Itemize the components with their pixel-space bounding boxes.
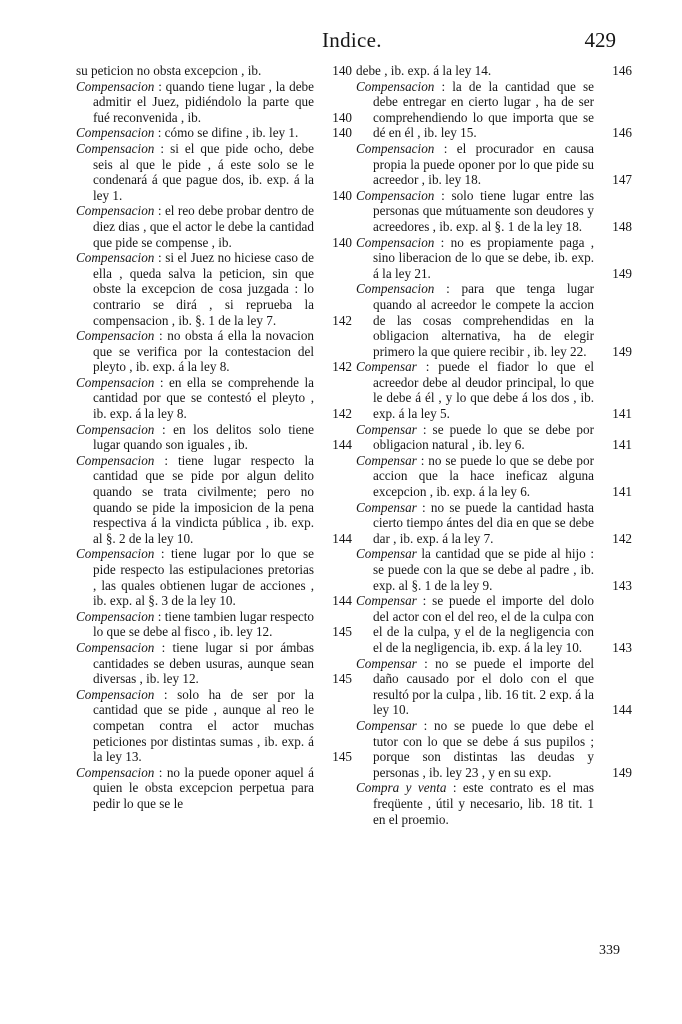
entry-page-ref: 145 [332,624,352,640]
entry-page-ref: 142 [332,406,352,422]
entry-page-ref: 143 [612,639,632,655]
entry-term: Compensacion [356,234,435,250]
entry-term: Compensacion [76,764,155,780]
index-entry [76,125,352,141]
entry-page-ref: 144 [332,593,352,609]
index-entry [356,281,632,359]
entry-page-ref: 145 [332,671,352,687]
right-column [356,63,632,827]
entry-term: Compensacion [76,639,155,655]
page-number: 429 [584,28,616,52]
entry-text: la cantidad que se pide al hijo : se puede con la que se debe al padre , ib. exp. al §. 1 de la ley 9. [373,546,594,593]
page-title: Indice. [322,28,382,52]
entry-page-ref: 142 [332,312,352,328]
entry-text: : cómo se difine , ib. ley 1. [157,125,299,141]
entry-text: : no se puede lo que debe el tutor con lo que se debe á sus pupilos ; porque son distintas las deudas y personas , ib. ley 23 , y en su exp. [373,717,595,780]
entry-term: Compensar [356,452,417,468]
entry-term: Compensacion [356,281,435,297]
entry-page-ref: 140 [332,125,352,141]
entry-term: Compensacion [76,328,155,344]
entry-term: Compensacion [356,78,435,94]
entry-text: : se puede lo que se debe por obligacion natural , ib. ley 6. [373,421,594,453]
entry-text: : en los delitos solo tiene lugar quando son iguales , ib. [93,421,315,453]
entry-term: Compensacion [76,452,155,468]
entry-term: Compensar [356,499,417,515]
index-entry [356,718,632,780]
index-entry [356,593,632,655]
entry-term: Compensacion [76,546,155,562]
entry-page-ref: 147 [612,172,632,188]
entry-page-ref: 141 [612,484,632,500]
index-entry [356,188,632,235]
index-entry [76,640,352,687]
entry-text: debe , ib. exp. á la ley 14. [356,63,492,78]
page-header [0,28,682,58]
left-column [76,63,352,812]
index-entry [76,250,352,328]
entry-text: : tiene lugar respecto la cantidad que se pide por algun delito quando se trata civilmente; pero no quando se pide la imposicion de la pena respectiva á la vindicta pública , ib. exp. al §. 2 de la ley 10. [93,452,314,546]
entry-text: : solo tiene lugar entre las personas que mútuamente son deudores y acreedores , ib. exp. al §. 1 de la ley 18. [373,187,594,234]
entry-page-ref: 146 [612,125,632,141]
index-entry [76,203,352,250]
index-entry [356,79,632,141]
entry-term: Compensacion [76,374,155,390]
entry-text: : tiene lugar si por ámbas cantidades se deben usuras, aunque sean diversas , ib. ley 12. [93,639,315,687]
entry-page-ref: 140 [332,234,352,250]
entry-page-ref: 142 [612,530,632,546]
entry-page-ref: 140 [332,187,352,203]
entry-text: : no es propiamente paga , sino liberacion de lo que se debe, ib. exp. á la ley 21. [373,234,594,281]
entry-term: Compensar [356,593,417,609]
entry-page-ref: 144 [332,530,352,546]
entry-text: : no obsta á ella la novacion que se verifica por la contestacion del pleyto , ib. exp. á la ley 8. [93,328,315,375]
entry-page-ref: 142 [332,359,352,375]
index-entry [76,687,352,765]
index-entry [356,235,632,282]
entry-text: : en ella se comprehende la cantidad por que se contestó el pleyto , ib. exp. á la ley 8. [93,374,315,422]
entry-text: : el reo debe probar dentro de diez dias , que el actor le debe la cantidad que pide se compense , ib. [93,203,315,250]
index-entry [356,63,632,79]
signature-mark: 339 [599,943,620,958]
index-entry [356,500,632,547]
index-entry [356,546,632,593]
entry-page-ref: 145 [332,749,352,765]
index-entry [356,422,632,453]
entry-page-ref: 140 [332,109,352,125]
entry-text: su peticion no obsta excepcion , ib. [76,63,262,78]
entry-term: Compensar [356,421,417,437]
index-entry [356,141,632,188]
index-entry [356,780,632,827]
entry-page-ref: 140 [332,63,352,78]
entry-page-ref: 141 [612,437,632,453]
entry-term: Compensacion [76,78,155,94]
entry-text: : tiene tambien lugar respecto lo que se debe al fisco , ib. ley 12. [93,608,314,640]
entry-text: : si el que pide ocho, debe seis al que le pide , á este solo se le condenará á que pague dos, ib. exp. á la ley 1. [93,140,314,203]
entry-text: : la de la cantidad que se debe entregar en cierto lugar , ha de ser comprehendiendo lo que importa que se dé en él , ib. ley 15. [373,78,594,141]
entry-text: : se puede el importe del dolo del actor con el del reo, el de la culpa con el de la culpa, y el de la negligencia con el de la negligencia, ib. exp. á la ley 10. [373,593,595,655]
entry-text: : si el Juez no hiciese caso de ella , queda salva la peticion, sin que obste la excepcion de cosa juzgada : lo contrario se dirá , si reprueba la compensacion , ib. §. 1 de la ley 7. [93,250,315,328]
index-entry [356,359,632,421]
entry-page-ref: 144 [332,437,352,453]
entry-term: Compensar [356,359,417,375]
entry-term: Compensar [356,655,417,671]
entry-term: Compensacion [76,686,155,702]
entry-term: Compensar [356,717,417,733]
index-entry [76,141,352,203]
entry-term: Compensacion [76,421,155,437]
index-entry [76,453,352,547]
entry-term: Compra y venta [356,780,447,796]
entry-page-ref: 141 [612,406,632,422]
index-entry [356,656,632,718]
entry-term: Compensacion [356,187,435,203]
entry-text: : no se puede lo que se debe por accion que la hace ineficaz alguna excepcion , ib. exp. á la ley 6. [373,452,594,500]
entry-term: Compensacion [356,140,435,156]
index-entry [76,375,352,422]
entry-text: : este contrato es el mas freqüente , útil y necesario, lib. 18 tit. 1 en el proemio. [373,780,594,827]
entry-text: : no la puede oponer aquel á quien le obsta excepcion perpetua para pedir lo que se le [93,764,314,811]
entry-term: Compensacion [76,140,155,156]
entry-text: : no se puede el importe del daño causado por el dolo con el que resultó por la culpa , lib. 16 tit. 2 exp. á la ley 10. [373,655,594,718]
entry-text: : solo ha de ser por la cantidad que se pide , aunque al reo le competan contra el actor muchas peticiones por distintas sumas , ib. exp. á la ley 13. [93,686,315,765]
entry-text: : no se puede la cantidad hasta cierto tiempo ántes del dia en que se debe dar , ib. exp. á la ley 7. [373,499,595,546]
entry-text: : quando tiene lugar , la debe admitir el Juez, pidiéndolo la parte que fué reconvenida , ib. [93,78,314,125]
index-entry [76,79,352,126]
index-entry [76,546,352,608]
index-entry [76,328,352,375]
entry-text: : puede el fiador lo que el acreedor debe al deudor principal, lo que le debe á él , y lo que debe á los dos , ib. exp. á la ley 5. [373,359,594,422]
entry-text: : el procurador en causa propia la puede oponer por lo que pide su acreedor , ib. ley 18. [373,140,595,188]
index-entry [76,63,352,79]
entry-page-ref: 149 [612,764,632,780]
entry-page-ref: 144 [612,702,632,718]
index-entry [356,453,632,500]
entry-page-ref: 148 [612,218,632,234]
index-entry [76,765,352,812]
entry-page-ref: 149 [612,265,632,281]
entry-term: Compensacion [76,250,155,266]
entry-term: Compensacion [76,203,155,219]
entry-term: Compensar [356,546,417,562]
index-entry [76,609,352,640]
entry-page-ref: 149 [612,343,632,359]
entry-term: Compensacion [76,608,155,624]
entry-text: : tiene lugar por lo que se pide respecto las estipulaciones pretorias , las quales obtienen lugar de acciones , ib. exp. al §. 3 de la ley 10. [93,546,314,609]
entry-text: : para que tenga lugar quando al acreedor le compete la accion de las cosas comprehendidas en la obligacion alternativa, ha de elegir primero la que quiere recibir , ib. ley 22. [373,281,594,359]
index-entry [76,422,352,453]
entry-page-ref: 146 [612,63,632,78]
entry-page-ref: 143 [612,577,632,593]
entry-term: Compensacion [76,125,155,141]
